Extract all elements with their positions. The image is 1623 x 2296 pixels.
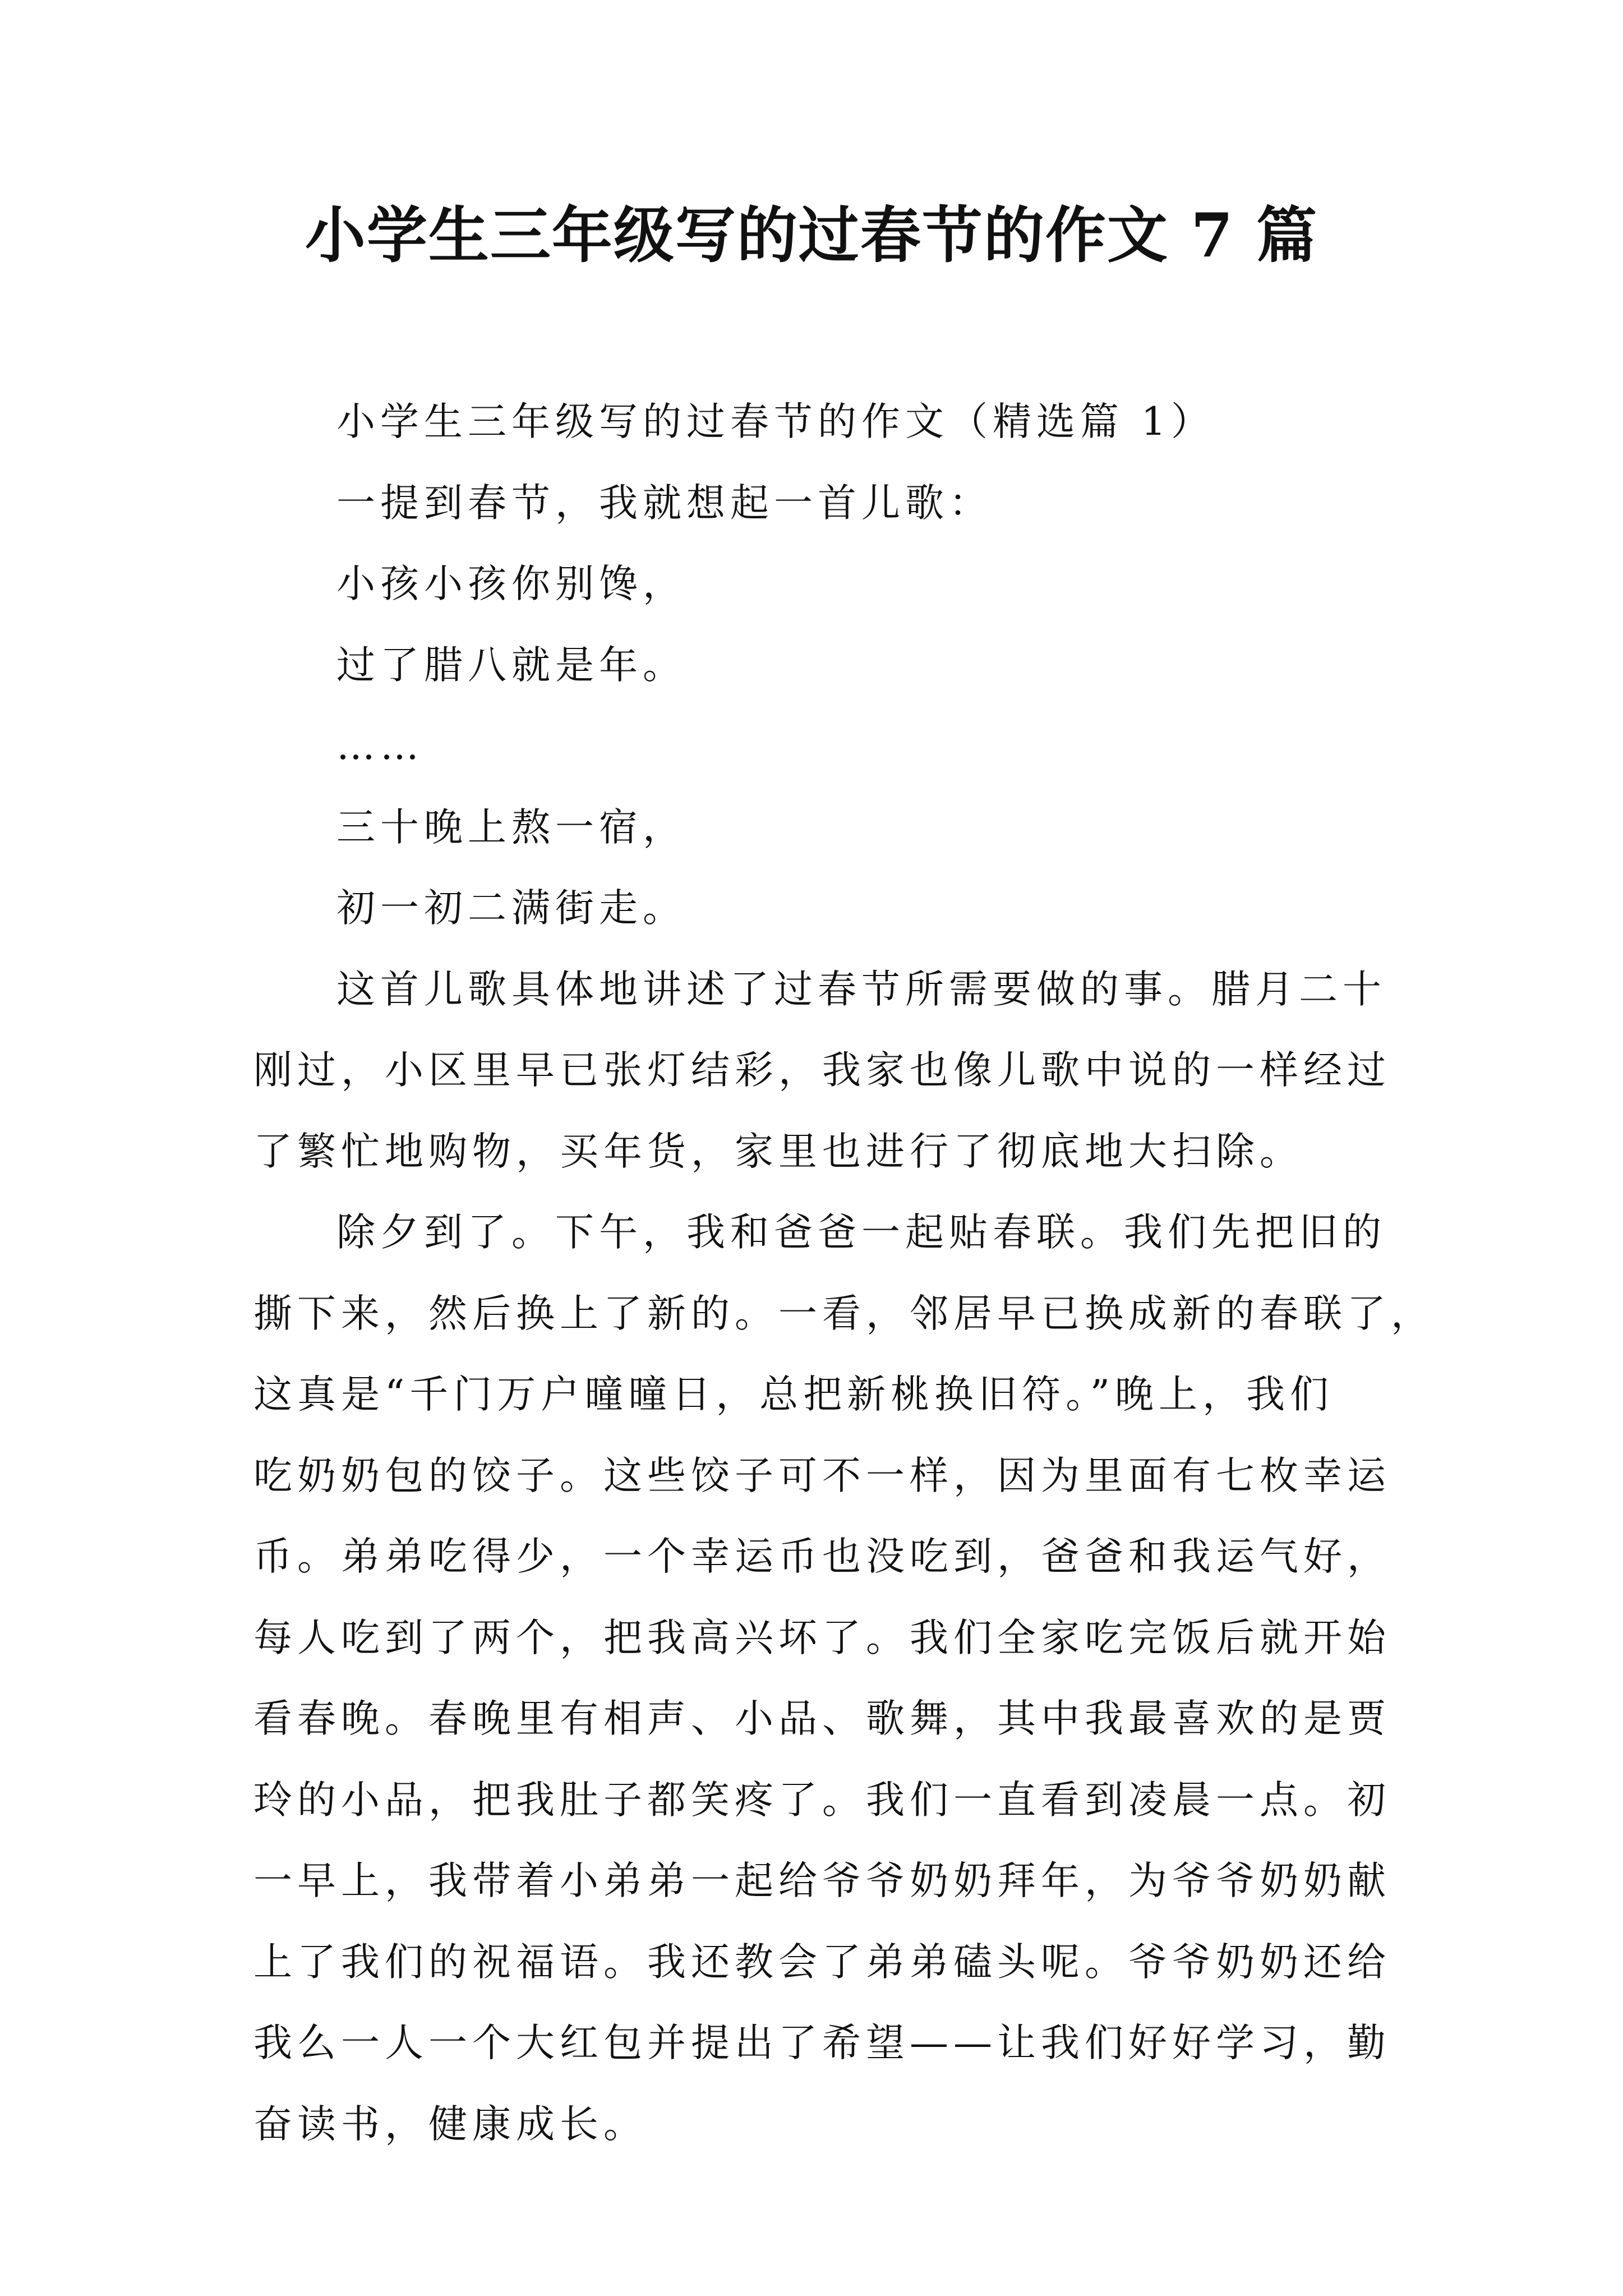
paragraph-line: 这真是“千门万户曈曈日，总把新桃换旧符。”晚上，我们 (253, 1372, 1334, 1417)
poem-line: 初一初二满街走。 (336, 886, 686, 931)
paragraph-line: 玲的小品，把我肚子都笑疼了。我们一直看到凌晨一点。初 (253, 1777, 1391, 1823)
document-body (253, 381, 1435, 2165)
paragraph-line: 每人吃到了两个，把我高兴坏了。我们全家吃完饭后就开始 (253, 1615, 1391, 1660)
paragraph-line: 这首儿歌具体地讲述了过春节所需要做的事。腊月二十 (336, 967, 1386, 1012)
poem-ellipsis: …… (336, 724, 424, 769)
paragraph-line: 撕下来，然后换上了新的。一看，邻居早已换成新的春联了， (253, 1291, 1435, 1336)
paragraph-line: 一早上，我带着小弟弟一起给爷爷奶奶拜年，为爷爷奶奶献 (253, 1858, 1391, 1903)
paragraph-line: 吃奶奶包的饺子。这些饺子可不一样，因为里面有七枚幸运 (253, 1453, 1391, 1498)
paragraph-line: 了繁忙地购物，买年货，家里也进行了彻底地大扫除。 (253, 1129, 1303, 1174)
poem-line: 小孩小孩你别馋， (336, 562, 686, 606)
paragraph-line: 上了我们的祝福语。我还教会了弟弟磕头呢。爷爷奶奶还给 (253, 1939, 1391, 1985)
paragraph-line: 除夕到了。下午，我和爸爸一起贴春联。我们先把旧的 (336, 1210, 1386, 1255)
paragraph-line: 我么一人一个大红包并提出了希望——让我们好好学习，勤 (253, 2021, 1391, 2065)
document-title: 小学生三年级写的过春节的作文 7 篇 (305, 200, 1318, 271)
section-heading: 小学生三年级写的过春节的作文（精选篇 1） (336, 399, 1215, 444)
paragraph-line: 刚过，小区里早已张灯结彩，我家也像儿歌中说的一样经过 (253, 1048, 1391, 1093)
paragraph-line: 币。弟弟吃得少，一个幸运币也没吃到，爸爸和我运气好， (253, 1534, 1391, 1579)
paragraph-line: 看春晚。春晚里有相声、小品、歌舞，其中我最喜欢的是贾 (253, 1696, 1391, 1741)
poem-line: 过了腊八就是年。 (336, 642, 686, 688)
paragraph-line: 奋读书，健康成长。 (253, 2101, 647, 2147)
paragraph-line: 一提到春节，我就想起一首儿歌： (336, 480, 993, 526)
poem-line: 三十晚上熬一宿， (336, 804, 686, 850)
